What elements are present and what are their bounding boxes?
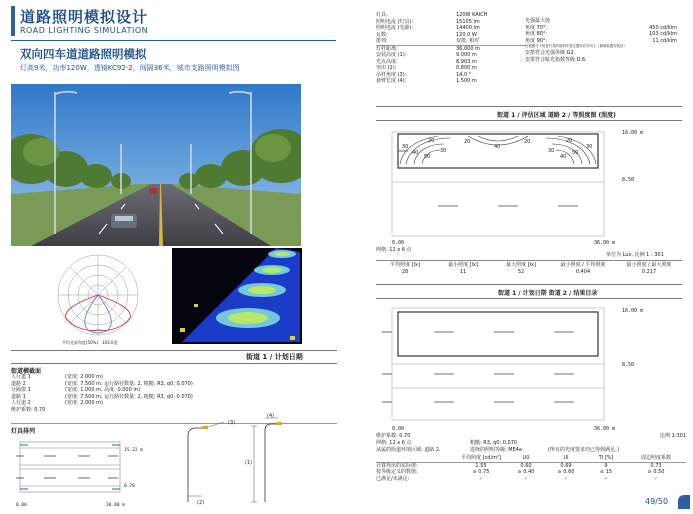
left-section-rule [11, 350, 337, 351]
iso-x-left: 0.00 [392, 240, 405, 246]
iso-rule-bottom [376, 120, 682, 121]
result-header: 周边照度系数 [640, 455, 671, 461]
false-color-render [172, 248, 302, 344]
result-ok-row: 已满足/未满足: ✓ ✓ ✓ ✓ ✓ [376, 476, 686, 483]
result-y-mid: 8.50 [622, 362, 635, 368]
result-level-note: (所有的光度要求均已得到满足。) [548, 447, 620, 453]
isolux-title: 街道 1 / 评估区域 道路 2 / 等照度图 (照度) [497, 112, 616, 119]
iso-rule-top [376, 106, 682, 107]
calc-value: 0.73 [650, 462, 662, 469]
cross-section-row: 道路 2 (宽度: 7.500 m, 运行路径数量: 2, 粗糙: R3, q0: 0.070) [11, 380, 193, 387]
contour-label: 40 [560, 154, 567, 160]
result-table [376, 455, 686, 482]
spec-row: 灯杆距离: 36.000 m [376, 45, 526, 53]
iso-grid: 网格: 12 x 6 点 [376, 247, 412, 253]
page-corner-mark [678, 495, 690, 509]
spec-row: 灯具: 120W KAICH [376, 12, 488, 18]
req-value: ≤ 15 [599, 469, 613, 475]
result-req-row: 按等级定义的数值: ≥ 0.75 ≥ 0.40 ≥ 0.60 ≤ 15 ≥ 0.50 [376, 469, 686, 476]
plan-x-left-label: 0.00 [16, 503, 27, 508]
iso-x-right: 36.00 m [594, 240, 616, 246]
contour-label: 50 [572, 150, 579, 156]
contour-label: 40 [494, 144, 501, 150]
luminaire-specs [376, 12, 526, 85]
stat-value: 11 [459, 268, 467, 275]
header-accent-bar [11, 6, 15, 36]
contour-label: 20 [464, 139, 471, 145]
page-title-en: ROAD LIGHTING SIMULATION [20, 26, 149, 35]
contour-label: 20 [524, 139, 531, 145]
check-icon: ✓ [563, 475, 569, 482]
pole-label-4: (4) [267, 413, 275, 419]
result-header: TI [%] [598, 455, 614, 461]
contour-label: 20 [566, 138, 573, 144]
contour-label: 40 [412, 150, 419, 156]
stat-header: 最大照度 [lx] [506, 262, 536, 268]
spec-row: 照明电流 (光源): 14400 lm [376, 25, 480, 31]
result-header-row [376, 455, 686, 462]
left-section-rule-2 [11, 363, 337, 364]
spec-row: 光点高度: 8.903 m [376, 58, 477, 65]
result-x-right: 36.00 m [594, 426, 616, 432]
contour-label: 30 [440, 148, 447, 154]
max-intensity-title: 光强最大值 [525, 18, 551, 24]
req-value: ≥ 0.50 [647, 469, 665, 475]
result-area: 从属的街道环境区域: 道路 2. [376, 447, 441, 453]
iso-unit: 单位为 Lux, 比例 1 : 301 [606, 252, 664, 258]
section-subline: 灯高9米，功率120W，透镜KC92-2，间隔36米，城市支路照明模拟图 [20, 64, 240, 72]
stat-header: 最小照度 / 平均照度 [560, 262, 606, 268]
spec-row: 吊杆角度 (3): 14.0 ° [376, 71, 472, 78]
contour-label: 50 [424, 154, 431, 160]
check-icon: ✓ [478, 475, 484, 482]
calc-value: 1.55 [475, 462, 487, 469]
check-icon: ✓ [603, 475, 609, 482]
cross-section-row: 分隔带 1 (宽度: 1.000 m, 高度: 0.000 m) [11, 387, 141, 393]
stat-value: 0.217 [641, 268, 657, 275]
polar-intensity-diagram [28, 250, 168, 348]
stat-header: 最小照度 / 最大照度 [626, 262, 672, 268]
cross-section-row: 人行道 2 (宽度: 2.000 m) [11, 400, 103, 406]
max-intensity-block [525, 18, 685, 63]
result-calc-row: 计算得出的实际值: 1.55 0.60 0.69 9 0.73 [376, 462, 686, 470]
pole-label-2: (2) [197, 500, 205, 506]
page-number: 49/50 [645, 497, 669, 506]
plan-y-bottom-label: 0.78 [124, 484, 135, 489]
pole-geometry-drawing [180, 416, 300, 506]
stat-header: 最小照度 [lx] [448, 262, 478, 268]
section-subtitle: 双向四车道道路照明模拟 [20, 47, 147, 61]
plan-x-right-label: 36.00 m [106, 503, 125, 508]
contour-label: 30 [548, 148, 555, 154]
cross-section-title: 街道横截面 [11, 368, 42, 375]
contour-label: 20 [428, 138, 435, 144]
spec-row: 突出 (2): 0.800 m [376, 65, 477, 71]
header-divider [11, 40, 336, 41]
intensity-row: 角度 80°: 103 cd/klm [525, 31, 677, 37]
spec-row: 瓦数: 120.0 W [376, 31, 477, 38]
check-icon: ✓ [653, 475, 659, 482]
result-header: U0 [522, 455, 530, 461]
result-rule-top [376, 284, 682, 285]
stat-value: 0.404 [575, 268, 591, 275]
result-header: Ul [563, 455, 569, 461]
iso-stats-table [376, 260, 682, 275]
iso-stats-values [376, 269, 682, 276]
spec-row: 悬臂长度 (4): 1.500 m [376, 78, 477, 84]
intensity-note: 在根据与下班者灯具的规则安装位置所有方向上（照明装置安装后） [525, 44, 627, 48]
maintenance-factor: 维护系数: 0.70 [11, 406, 46, 413]
result-y-top: 16.00 m [622, 308, 644, 314]
req-value: ≥ 0.40 [517, 469, 535, 475]
iso-stats-header [376, 260, 682, 269]
cross-section-list [11, 374, 311, 413]
spec-row: 安装高度 (1): 9.000 m [376, 52, 477, 58]
pole-label-1: (1) [245, 460, 253, 466]
result-grid: 网格: 12 x 6 点 [376, 440, 412, 446]
stat-value: 28 [401, 268, 409, 275]
page-title: 道路照明模拟设计 [20, 8, 149, 26]
road-render-image [11, 84, 301, 246]
contour-label: 30 [402, 144, 409, 150]
cross-section-row: 人行道 1 (宽度: 2.000 m) [11, 374, 103, 380]
cross-section-row: 道路 1 (宽度: 7.500 m, 运行路径数量: 2, 粗糙: R3, q0: 0.070) [11, 393, 193, 400]
polar-caption: 平均光束角度(50%)：103.0度 [62, 340, 118, 345]
result-header: 平均照度 [cd/m²] [461, 455, 501, 461]
check-icon: ✓ [523, 475, 529, 482]
spec-row: 排列: 双排, 相对 [376, 38, 480, 44]
result-rough: 粗糙: R3, q0: 0.070 [470, 440, 518, 446]
luminaire-plan-drawing [14, 436, 164, 504]
result-plan-diagram [378, 302, 628, 428]
glare-index: 安排符合眩光指数等级 D.6. [525, 56, 587, 63]
result-title: 街道 1 / 计划日期 街道 2 / 结果目录 [498, 290, 598, 297]
stat-header: 平均照度 [lx] [390, 262, 420, 268]
result-scale: 比例 1:301 [660, 433, 686, 439]
calc-value: 0.60 [520, 462, 532, 469]
street-plan-title: 街道 1 / 计划日期 [246, 353, 303, 361]
contour-label: 30 [586, 144, 593, 150]
stat-value: 52 [517, 268, 525, 275]
req-value: ≥ 0.75 [472, 469, 490, 475]
arrangement-title: 灯具排列 [11, 428, 36, 435]
calc-value: 9 [604, 462, 608, 469]
result-rule-bottom [376, 298, 682, 299]
iso-y-mid: 8.50 [622, 177, 635, 183]
iso-y-top: 16.00 m [622, 130, 644, 136]
spec-row: 照明电流 (灯具): 15105 lm [376, 18, 480, 25]
req-value: ≥ 0.60 [557, 469, 575, 475]
result-maintenance: 维护系数: 0.70 [376, 433, 411, 439]
result-level: 选择的照明等级: ME4a [470, 447, 522, 453]
result-x-left: 0.00 [392, 426, 405, 432]
calc-value: 0.69 [560, 462, 572, 469]
plan-y-top-label: 15.22 m [124, 448, 143, 453]
isolux-contour-labels [378, 124, 628, 174]
intensity-row: 角度 70°: 450 cd/klm [525, 24, 677, 31]
intensity-row: 角度 90°: 11 cd/klm [525, 37, 677, 44]
pole-label-3: (3) [228, 420, 236, 426]
glare-class: 安排符合光强等级 G2. [525, 50, 576, 56]
